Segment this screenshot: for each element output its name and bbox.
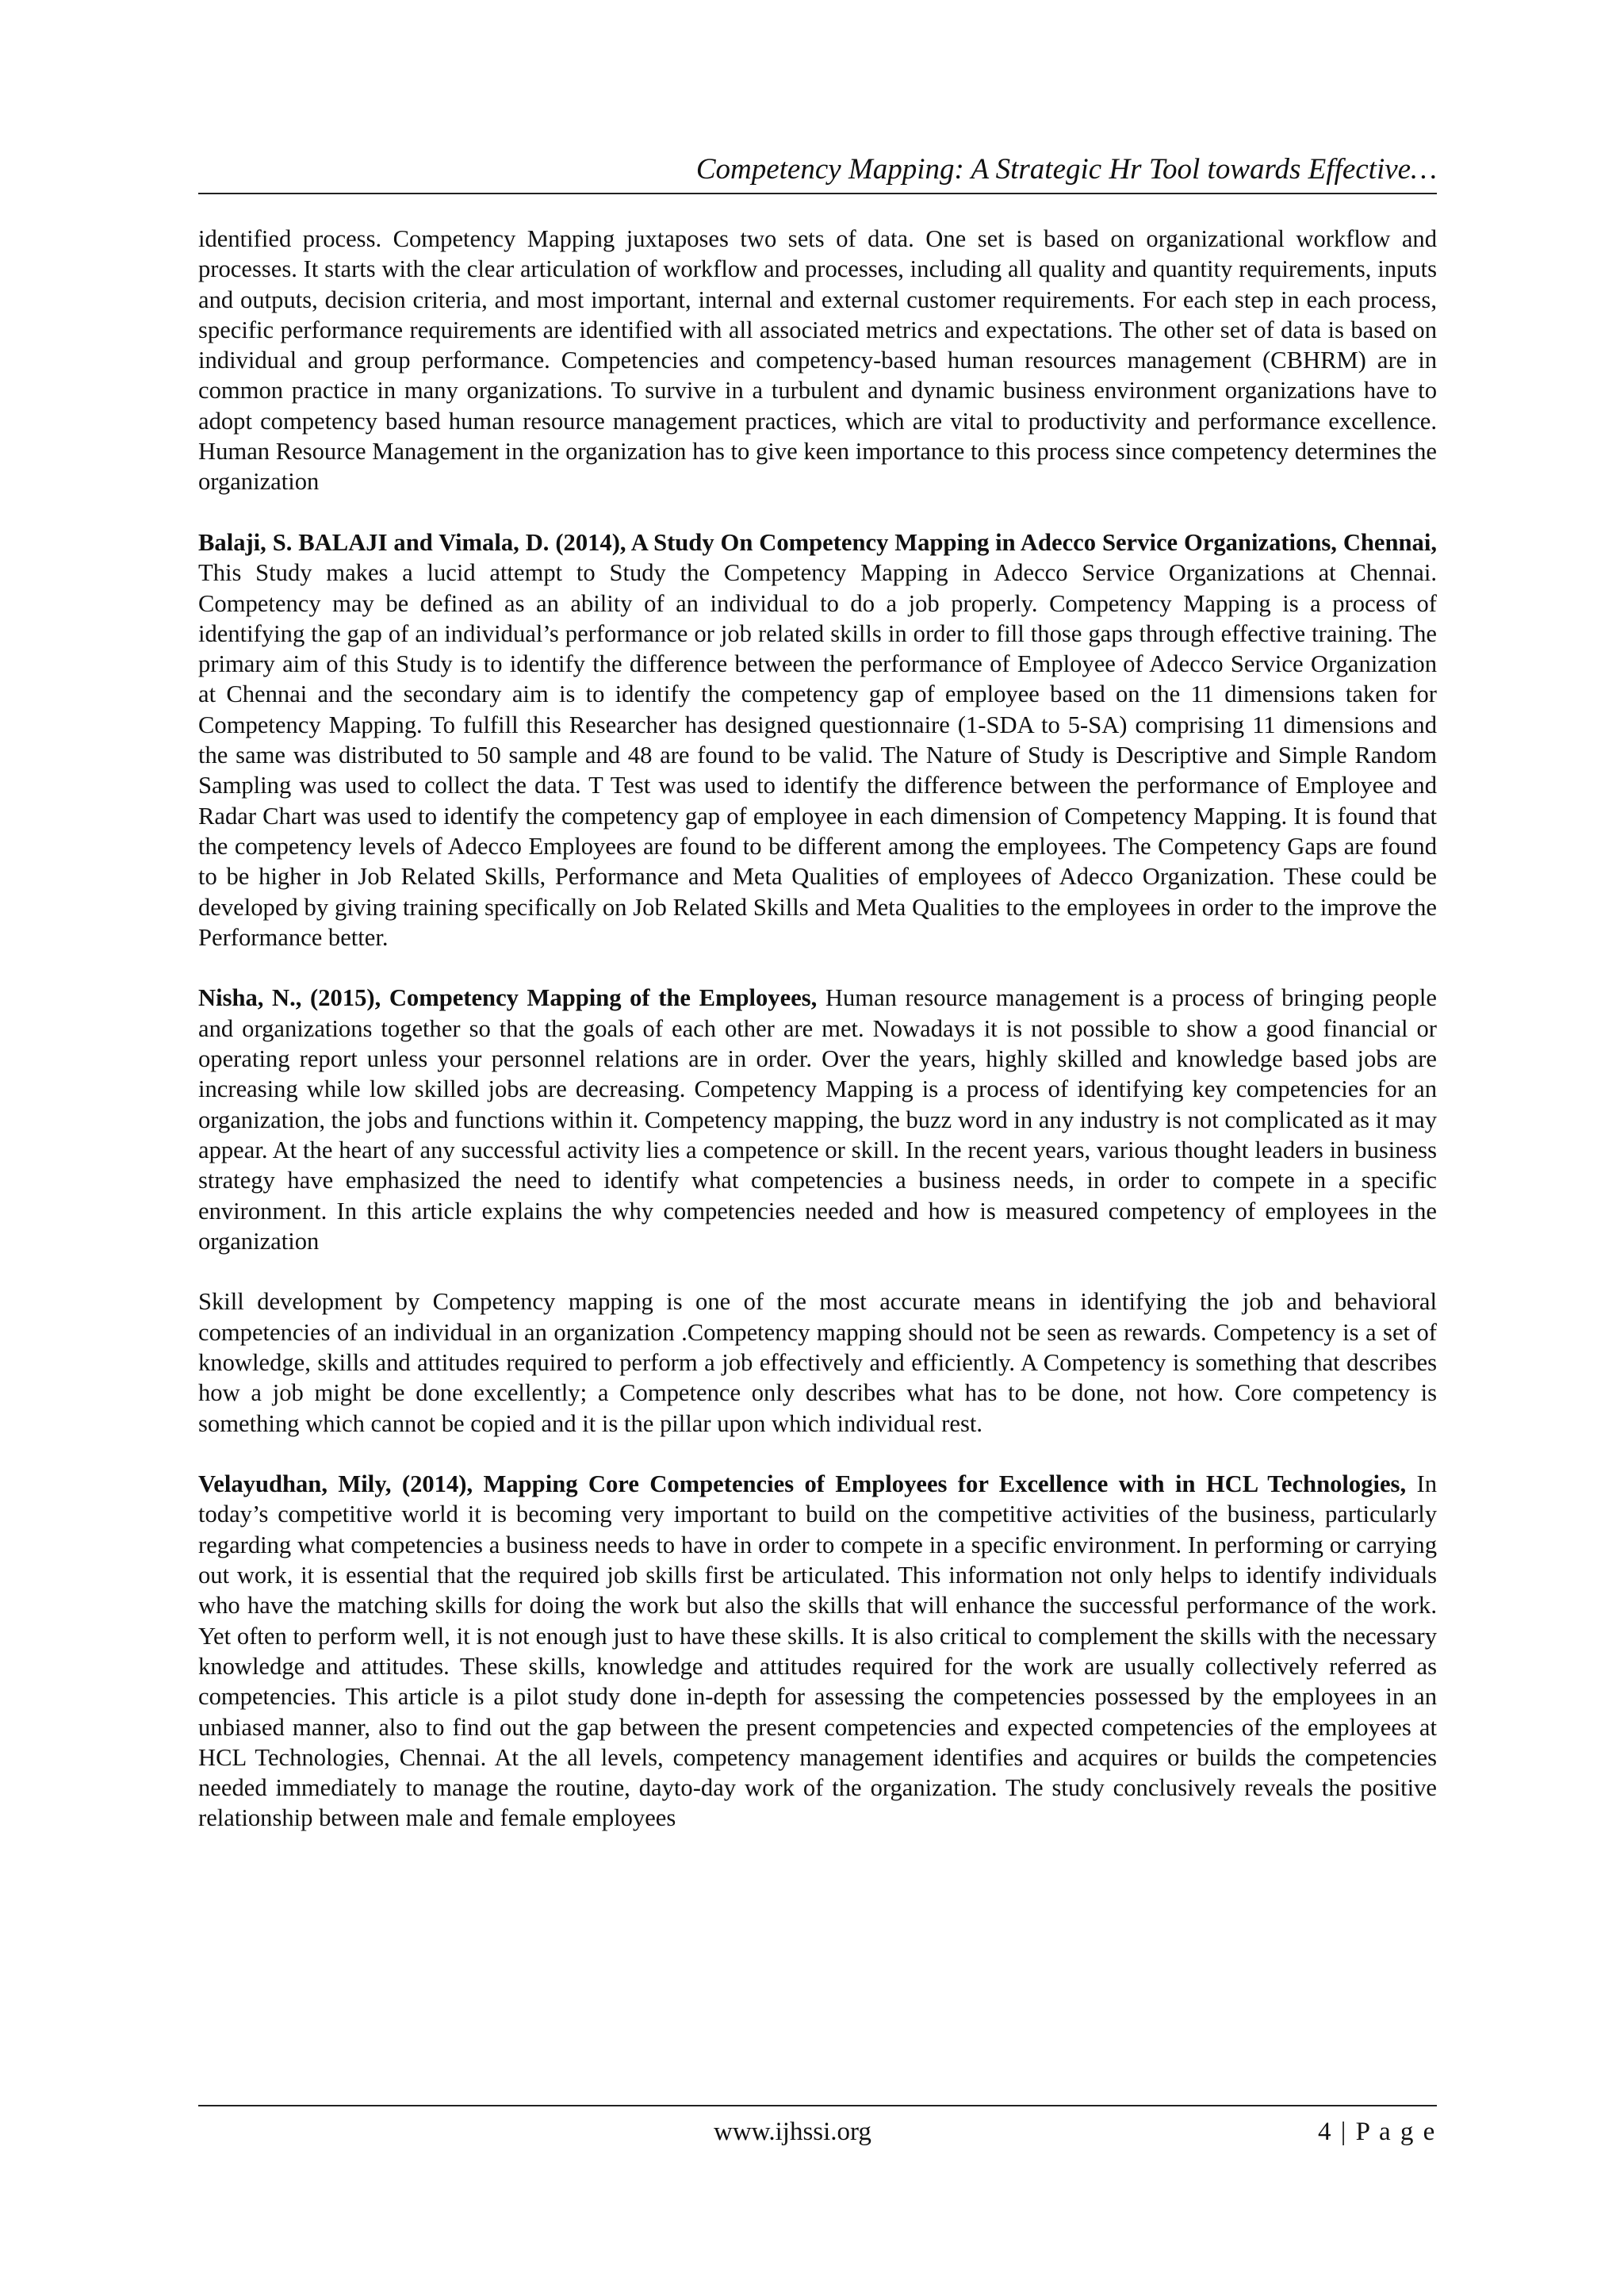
footer-divider (198, 2105, 1437, 2106)
reference-lead-velayudhan: Velayudhan, Mily, (2014), Mapping Core Competencies of Employees for Excellence with in HCL Technologies, (198, 1470, 1407, 1498)
paragraph-1 (198, 224, 1437, 497)
paragraph-5-text: In today’s competitive world it is becoming very important to build on the competitive activities of the business, particularly regarding what competencies a business needs to have in order to compete in a specific environment. In performing or carrying out work, it is essential that the required job skills first be articulated. This information not only helps to identify individuals who have the matching skills for doing the work but also the skills that will enhance the successful performance of the work. Yet often to perform well, it is not enough just to have these skills. It is also critical to complement the skills with the necessary knowledge and attitudes. These skills, knowledge and attitudes required for the work are usually collectively referred as competencies. This article is a pilot study done in-depth for assessing the competencies possessed by the employees in an unbiased manner, also to find out the gap between the present competencies and expected competencies of the employees at HCL Technologies, Chennai. At the all levels, competency management identifies and acquires or builds the competencies needed immediately to manage the routine, dayto-day work of the organization. The study conclusively reveals the positive relationship between male and female employees (198, 1470, 1438, 1832)
running-header: Competency Mapping: A Strategic Hr Tool towards Effective… (695, 153, 1437, 186)
reference-lead-balaji: Balaji, S. BALAJI and Vimala, D. (2014), A Study On Competency Mapping in Adecco Service Organizations, Chennai, (198, 528, 1437, 556)
paragraph-4 (198, 1286, 1437, 1438)
body-text (198, 224, 1437, 1864)
paragraph-3-text: Human resource management is a process of bringing people and organizations together so that the goals of each other are met. Nowadays it is not possible to show a good financial or operating report unless your personnel relations are in order. Over the years, highly skilled and knowledge based jobs are increasing while low skilled jobs are decreasing. Competency Mapping is a process of identifying key competencies for an organization, the jobs and functions within it. Competency mapping, the buzz word in any industry is not complicated as it may appear. At the heart of any successful activity lies a competence or skill. In the recent years, various thought leaders in business strategy have emphasized the need to identify what competencies a business needs, in order to compete in a specific environment. In this article explains the why competencies needed and how is measured competency of employees in the organization (198, 984, 1437, 1255)
footer-website: www.ijhssi.org (714, 2118, 871, 2146)
paragraph-4-text: Skill development by Competency mapping is one of the most accurate means in identifying the job and behavioral competencies of an individual in an organization .Competency mapping should not be seen as rewards. Competency is a set of knowledge, skills and attitudes required to perform a job effectively and efficiently. A Competency is something that describes how a job might be done excellently; a Competence only describes what has to be done, not how. Core competency is something which cannot be copied and it is the pillar upon which individual rest. (198, 1288, 1437, 1437)
footer-page-number: 4 | P a g e (1318, 2118, 1437, 2146)
paragraph-1-text: identified process. Competency Mapping juxtaposes two sets of data. One set is based on organizational workflow and processes. It starts with the clear articulation of workflow and processes, including all quality and quantity requirements, inputs and outputs, decision criteria, and most important, internal and external customer requirements. For each step in each process, specific performance requirements are identified with all associated metrics and expectations. The other set of data is based on individual and group performance. Competencies and competency-based human resources management (CBHRM) are in common practice in many organizations. To survive in a turbulent and dynamic business environment organizations have to adopt competency based human resource management practices, which are vital to productivity and performance excellence. Human Resource Management in the organization has to give keen importance to this process since competency determines the organization (198, 225, 1437, 496)
paragraph-5 (198, 1469, 1437, 1834)
paragraph-2-text: This Study makes a lucid attempt to Study the Competency Mapping in Adecco Service Organizations at Chennai. Competency may be defined as an ability of an individual to do a job properly. Competency Mapping is a process of identifying the gap of an individual’s performance or job related skills in order to fill those gaps through effective training. The primary aim of this Study is to identify the difference between the performance of Employee of Adecco Service Organization at Chennai and the secondary aim is to identify the competency gap of employee based on the 11 dimensions taken for Competency Mapping. To fulfill this Researcher has designed questionnaire (1-SDA to 5-SA) comprising 11 dimensions and the same was distributed to 50 sample and 48 are found to be valid. The Nature of Study is Descriptive and Simple Random Sampling was used to collect the data. T Test was used to identify the difference between the performance of Employee and Radar Chart was used to identify the competency gap of employee in each dimension of Competency Mapping. It is found that the competency levels of Adecco Employees are found to be different among the employees. The Competency Gaps are found to be higher in Job Related Skills, Performance and Meta Qualities of employees of Adecco Organization. These could be developed by giving training specifically on Job Related Skills and Meta Qualities to the employees in order to the improve the Performance better. (198, 559, 1437, 951)
paragraph-2 (198, 527, 1437, 953)
paragraph-3 (198, 983, 1437, 1256)
header-divider (198, 193, 1437, 194)
reference-lead-nisha: Nisha, N., (2015), Competency Mapping of the Employees, (198, 984, 818, 1012)
